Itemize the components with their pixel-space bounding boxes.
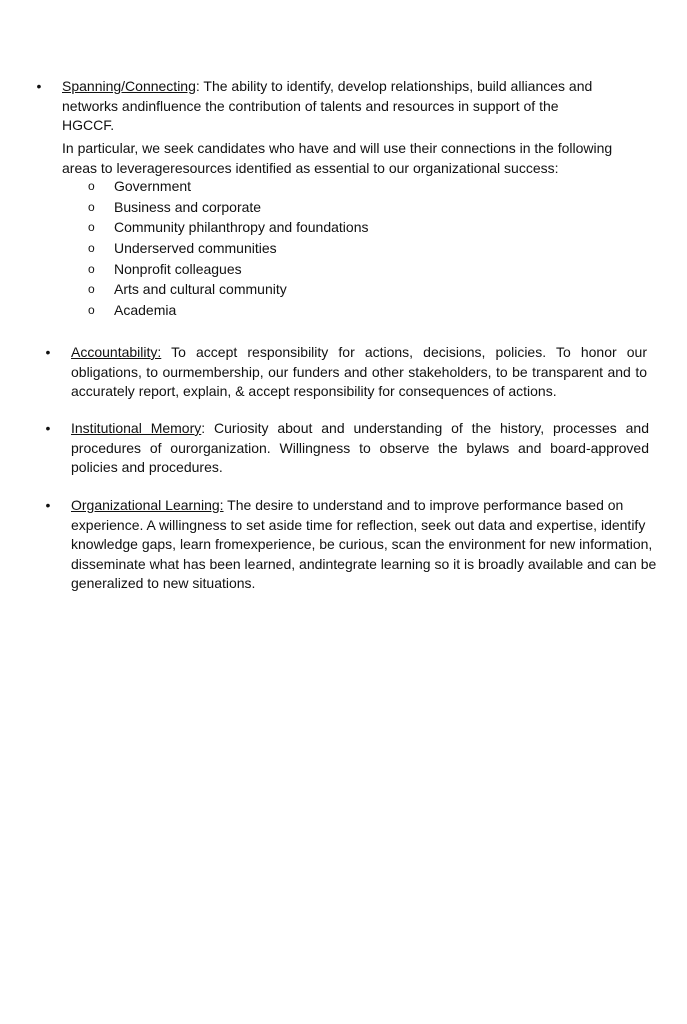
section-text: : The ability to identify, develop relationships, build alliances and networks andinfluence the contribution of talents and resources in support of the HGCCF. bbox=[62, 78, 593, 133]
list-item: o Government bbox=[88, 177, 369, 198]
section-term: Spanning/Connecting bbox=[62, 78, 196, 94]
circle-bullet-icon: o bbox=[88, 282, 95, 297]
circle-bullet-icon: o bbox=[88, 241, 95, 256]
section-term: Institutional Memory bbox=[71, 420, 202, 436]
section-text: The desire to understand and to improve performance based on experience. A willingness to set aside time for reflection, seek out data and expertise, identify knowledge gaps, learn fromexperience, be curious, scan the environment for new information, disseminate what has been learned, andintegrate learning so it is broadly available and can be generalized to new situations. bbox=[71, 497, 657, 591]
section-term: Accountability: bbox=[71, 344, 162, 360]
list-item: o Arts and cultural community bbox=[88, 280, 369, 301]
list-item: o Academia bbox=[88, 301, 369, 322]
circle-bullet-icon: o bbox=[88, 199, 95, 214]
bullet-icon bbox=[43, 419, 53, 439]
section-term: Organizational Learning: bbox=[71, 497, 224, 513]
circle-bullet-icon: o bbox=[88, 220, 95, 235]
section-accountability bbox=[71, 343, 647, 402]
bullet-icon bbox=[43, 496, 53, 516]
circle-bullet-icon: o bbox=[88, 303, 95, 318]
circle-bullet-icon: o bbox=[88, 179, 95, 193]
section-institutional-memory bbox=[71, 419, 649, 478]
section-spanning-connecting bbox=[62, 77, 614, 136]
list-item: o Nonprofit colleagues bbox=[88, 260, 369, 281]
circle-bullet-icon: o bbox=[88, 261, 95, 276]
list-item: o Business and corporate bbox=[88, 198, 369, 219]
bullet-icon bbox=[43, 343, 53, 363]
bullet-icon bbox=[34, 77, 44, 97]
section-text: : Curiosity about and understanding of the history, processes and procedures of ourorganization. Willingness to observe the bylaws and board-approved policies and procedures. bbox=[71, 420, 649, 475]
section-organizational-learning bbox=[71, 496, 669, 594]
list-item: o Community philanthropy and foundations bbox=[88, 218, 369, 239]
section-text: To accept responsibility for actions, decisions, policies. To honor our obligations, to ourmembership, our funders and other stakeholders, to be transparent and to accurately report, explain, & accept responsibility for consequences of actions. bbox=[71, 344, 647, 399]
particular-paragraph: In particular, we seek candidates who have and will use their connections in the following areas to leverageresources identified as essential to our organizational success: bbox=[62, 140, 613, 176]
connection-areas-list bbox=[88, 177, 369, 322]
list-item: o Underserved communities bbox=[88, 239, 369, 260]
